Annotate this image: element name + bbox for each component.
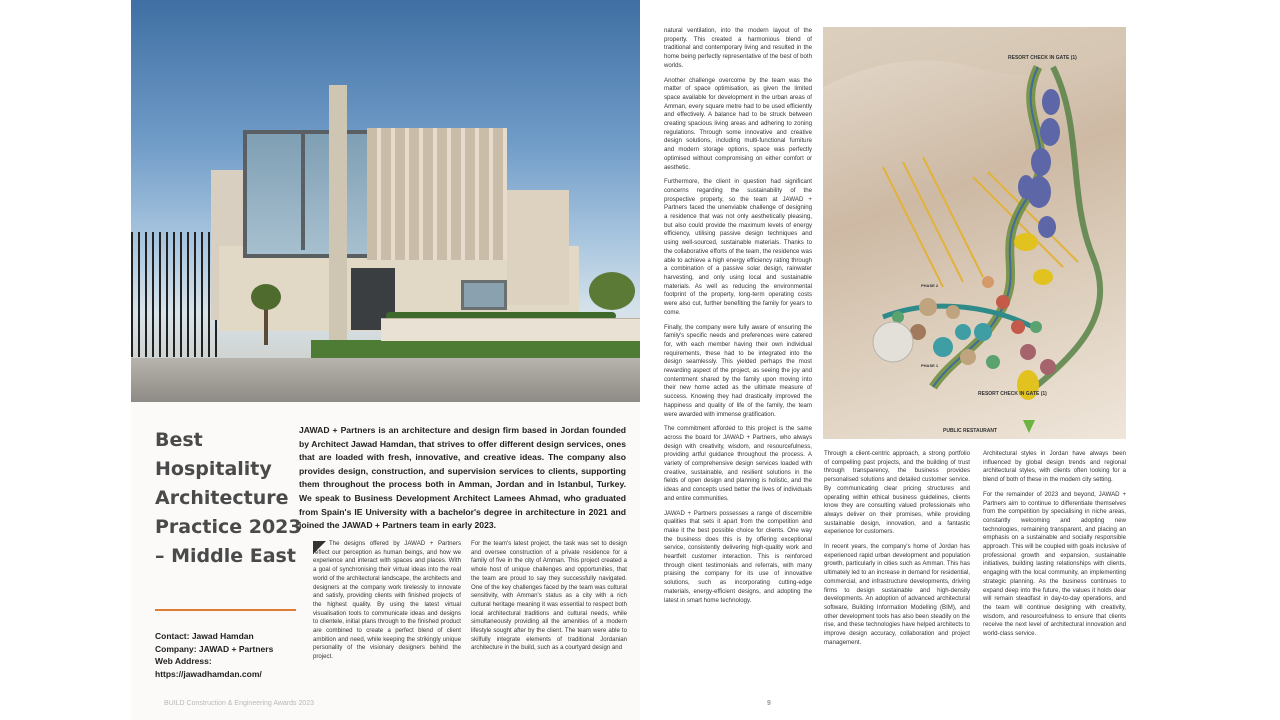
body-column-5 <box>983 450 1126 680</box>
title-line: Practice 2023 <box>155 516 302 538</box>
magazine-spread <box>131 0 1137 720</box>
paragraph: Through a client-centric approach, a strong portfolio of compelling past projects, and the building of trust through transparency, the business provides personalised solutions and detailed customer service. By communicating clear pricing structures and operating within ethical business guidelines, clients know they are consulting valued professionals who always deliver on their promises, while providing sustainable design, innovation, and a fantastic experience for customers. <box>824 450 970 536</box>
paragraph: In recent years, the company's home of Jordan has experienced rapid urban development and population growth, particularly in cities such as Amman. This has ultimately led to an increase in demand for residential, commercial, and infrastructure developments, driving firms to design sustainable and high-density developments. An adoption of advanced architectural software, Building Information Modelling (BIM), and other development tools has also been steadily on the rise, and these technologies have helped architects to improve design accuracy, collaboration and project management. <box>824 543 970 646</box>
footer-publication: BUILD Construction & Engineering Awards 2023 <box>164 700 315 707</box>
paragraph: Furthermore, the client in question had significant concerns regarding the sustainability of the prospective property, so the team at JAWAD + Partners faced the unenviable challenge of designing a residence that was not only aesthetically pleasing, but also could provide the maximum levels of energy efficiency, utilising passive design techniques and using well-sourced, sustainable materials. Thanks to the collaborative efforts of the team, the residence was able to achieve a high energy efficiency rating through a combination of a passive solar design, rainwater harvesting, and only using local and sustainable materials. As well as reducing the environmental footprint of the property, long-term operating costs were also cut, further benefiting the family for years to come. <box>664 178 812 316</box>
tree-trunk <box>264 305 268 345</box>
lead-paragraph: JAWAD + Partners is an architecture and design firm based in Jordan founded by Architect Jawad Hamdan, that strives to offer different design services, ones that are loaded with fresh, innovative, and creative ideas. The company also provides design, construction, and supervision services to clients, supporting them throughout the process both in Amman, Jordan and in Istanbul, Turkey. We speak to Business Development Architect Lamees Ahmad, who graduated from Spain's IE University with a bachelor's degree in architecture in 2021 and joined the JAWAD + Partners team in early 2023. <box>299 425 626 531</box>
site-plan-image <box>823 27 1126 439</box>
page-number: 9 <box>767 700 771 707</box>
paragraph: The commitment afforded to this project is the same across the board for JAWAD + Partners, who always design with creativity, wisdom, and resourcefulness, providing artful guidance throughout the process. A variety of comprehensive design services loaded with creative, sustainable, and resilient solutions in the fields of open design and planning is holistic, and the ideas and concepts used better the lives of individuals and entire communities. <box>664 425 812 502</box>
glass-mullion <box>301 130 305 250</box>
map-label-gate-bottom: RESORT CHECK IN GATE (1) <box>978 391 1047 397</box>
paragraph: The designs offered by JAWAD + Partners reflect our perception as human beings, and how we experience and interact with spaces and places. With a goal of synchronising their virtual ideas into the real world of the architectural landscape, the architects and designers at the company work tirelessly to innovate and satisfy, providing clients with finished projects of the highest quality. By using the latest virtual visualisation tools to communicate ideas and designs to clientele, initial plans through to the finished product are combined to create a perfect blend of client ambition and need, while keeping the strikingly unique personality of the visionary designers behind the project. <box>313 540 461 661</box>
paragraph: JAWAD + Partners possesses a range of discernible qualities that sets it apart from the competition and make it the best possible choice for clients. One way the business does this is by offering exceptional service, consistently delivering high-quality work and heartfelt customer interaction. This is reinforced through client testimonials and referrals, with many praising the company for its use of innovative solutions, such as incorporating cutting-edge materials, energy-efficient designs, and adopting the latest in smart home technology. <box>664 509 812 604</box>
fence <box>131 232 221 357</box>
stone-fins-facade <box>367 128 507 260</box>
contact-web-label: Web Address: <box>155 656 212 666</box>
house-window <box>461 280 507 310</box>
house-photo <box>131 0 640 402</box>
paragraph: Finally, the company were fully aware of ensuring the family's specific needs and preferences were catered for, with each member having their own individual requirements, these had to be integrated into the design seamlessly. This yielded perhaps the most rewarding aspect of the project, as seeing the joy and contentment shared by the family upon moving into their new home acted as the ultimate measure of success. Knowing they had drastically improved the happiness and quality of life of the family, the team were awarded with immense gratification. <box>664 323 812 418</box>
contact-block <box>155 630 305 680</box>
left-page <box>131 0 640 720</box>
house-glass-box <box>243 130 371 258</box>
title-divider <box>155 609 296 611</box>
paragraph: For the remainder of 2023 and beyond, JAWAD + Partners aim to continue to differentiate themselves from the competition by specialising in niche areas, constantly welcoming and adopting new technologies, remaining transparent, and placing an emphasis on a sustainable and socially responsible approach. This will be coupled with goals inclusive of professional growth and expansion, sustainable initiatives, building lasting relationships with clients, engaging with the local community, an implementing strategic planning. As the business continues to expand deep into the future, the values it holds dear will remain steadfast in day-to-day operations, and the team will continue designing with creativity, wisdom, and resourcefulness to ensure that clients receive the next level of architectural innovation and world-class service. <box>983 490 1126 638</box>
body-column-2 <box>471 540 627 718</box>
contact-name: Contact: Jawad Hamdan <box>155 631 254 641</box>
article-intro <box>131 402 640 720</box>
paragraph: For the team's latest project, the task was set to design and oversee construction of a private residence for a family of five in the city of Amman. This project created a whole host of unique challenges and opportunities, that the team are proud to say they successfully navigated. One of the key challenges faced by the team was cultural sensitivity, with Amman's status as a city with a rich cultural heritage meaning it was essential to respect both local architectural traditions and cultural needs, while simultaneously providing all the amenities of a modern lifestyle sought after by the client. The team were able to skilfully integrate elements of traditional Jordanian architecture in the build, such as a courtyard design and <box>471 540 627 652</box>
title-line: Best <box>155 429 203 451</box>
contact-company: Company: JAWAD + Partners <box>155 643 274 654</box>
contact-web-link[interactable]: https://jawadhamdan.com/ <box>155 668 262 679</box>
map-label-restaurant: PUBLIC RESTAURANT <box>943 428 998 434</box>
article-title <box>155 426 305 571</box>
body-column-3 <box>664 27 812 677</box>
shrub <box>589 272 635 310</box>
pavement <box>131 358 640 402</box>
map-label-phase1: PHASE 1 <box>921 363 939 368</box>
title-line: – Middle East <box>155 545 296 567</box>
house-pillar <box>329 85 347 360</box>
paragraph: natural ventilation, into the modern layout of the property. This created a harmonious blend of traditional and contemporary living and resulted in the home being perfectly representative of the best of both worlds. <box>664 27 812 69</box>
right-page <box>640 0 1137 720</box>
tree <box>251 284 281 310</box>
title-line: Hospitality <box>155 458 272 480</box>
map-label-gate-top: RESORT CHECK IN GATE (1) <box>1008 55 1077 61</box>
planter-wall <box>381 318 640 341</box>
title-line: Architecture <box>155 487 289 509</box>
paragraph: Architectural styles in Jordan have always been influenced by global design trends and regional architectural styles, with clients often looking for a blend of both of these in the modern city setting. <box>983 450 1126 484</box>
site-plan-drawing <box>823 27 1126 439</box>
paragraph: Another challenge overcome by the team was the matter of space optimisation, as given the limited space available for development in the urban areas of Amman, every square metre had to be used efficiently and effectively. A balance had to be struck between creating spacious living areas and adhering to zoning regulations. Through some innovative and creative design solutions, including multi-functional furniture and modern storage options, space was perfectly optimised without compromising on either comfort or aesthetic. <box>664 76 812 171</box>
body-column-4 <box>824 450 970 680</box>
house-side-block <box>507 190 569 305</box>
body-column-1 <box>313 540 461 718</box>
map-label-phase2: PHASE 2 <box>921 283 939 288</box>
